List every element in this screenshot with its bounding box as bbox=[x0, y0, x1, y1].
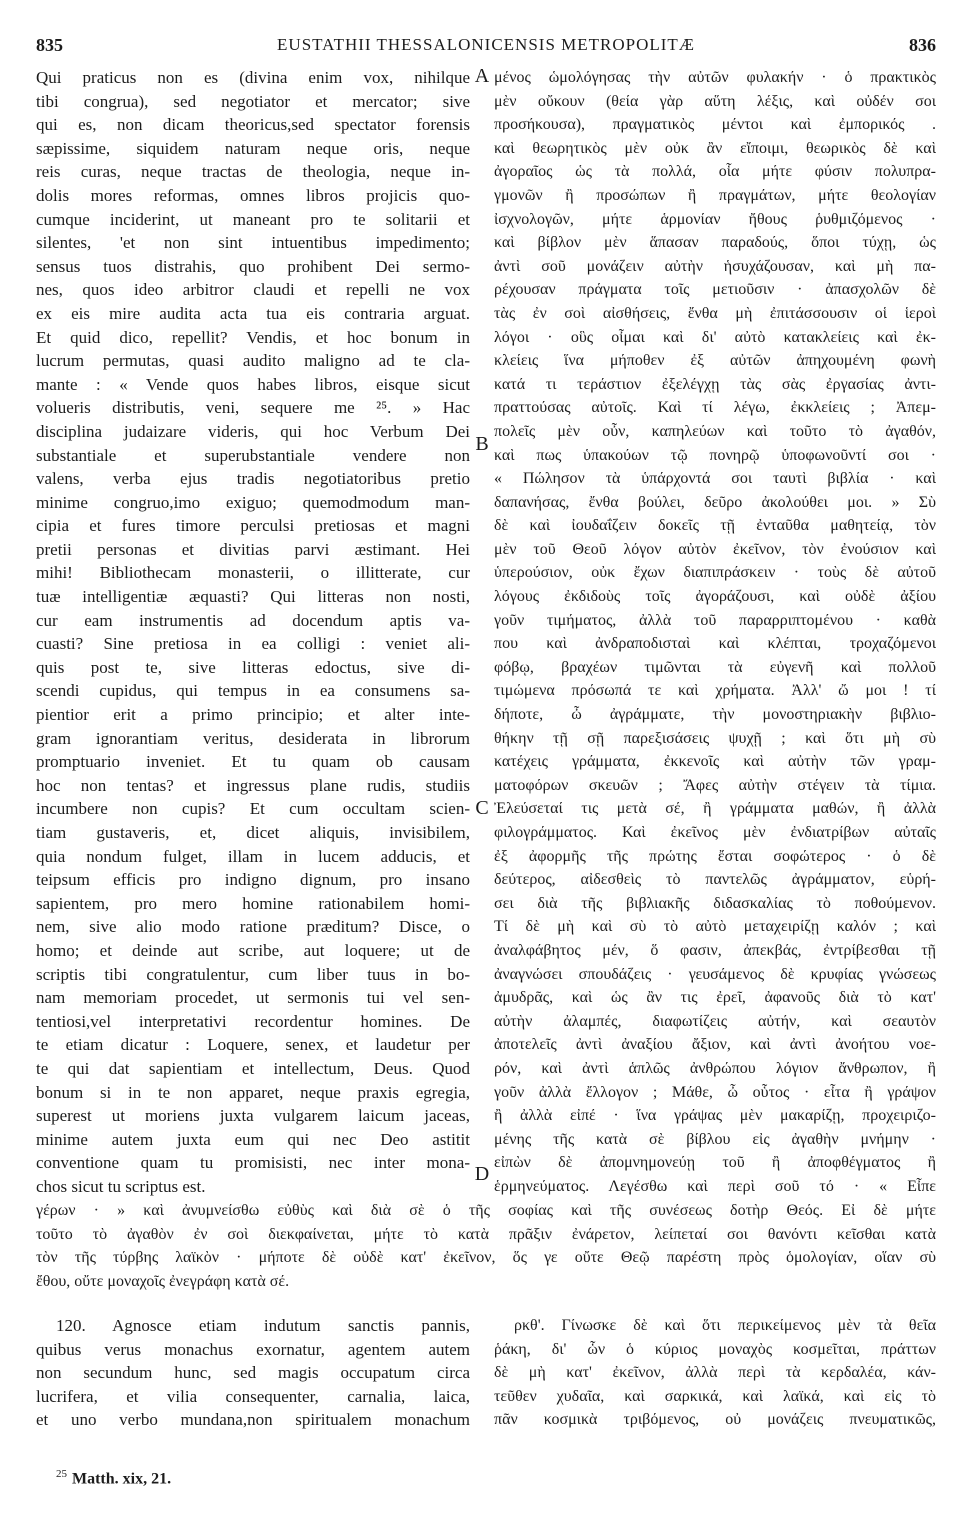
greek-text-line: γμονῶν ἢ προσώπων ἢ πραγμάτων, μήτε θεολογίαν bbox=[494, 186, 936, 204]
margin-marker-b: B bbox=[475, 433, 489, 455]
greek-text-line: καὶ βίβλον μὲν ἅπασαν παραδούς, ὅποι τύχῃ, ὡς bbox=[494, 234, 936, 252]
page-header bbox=[36, 32, 936, 58]
latin-text-line: scriptis tibi congratulentur, cum liber tuus in bo- bbox=[36, 964, 470, 984]
latin-text-line: minime autem juxta eum qui nec Deo astitit bbox=[36, 1129, 470, 1149]
latin-text-line: cur eam instrumentis ad docendum aptis va- bbox=[36, 610, 470, 630]
greek-text-line: ἑρμηνεύματος. Λεγέσθω καὶ περὶ σοῦ τό · « Εἶπε bbox=[494, 1177, 936, 1195]
greek-text-line: ἀποτελεῖς ἀντὶ ἀναξίου ἄξιον, καὶ ἀντὶ ἀνοήτου νοε- bbox=[494, 1036, 936, 1054]
greek-text-line: γοῦν ἀλλὰ ἔλλογον ; Μάθε, ὦ οὗτος · εἶτα ἢ γράψον bbox=[494, 1083, 936, 1101]
latin-text-line: gram ignorantiam veritus, desiderata in librorum bbox=[36, 728, 470, 748]
latin-text-line: homo; et deinde aut scribe, aut loquere; ut de bbox=[36, 940, 470, 960]
latin-text-line: teipsum efficis pro indigno dignum, pro insano bbox=[36, 870, 470, 890]
latin-text-line: tentiosi,vel interpretativi recordentur homines. De bbox=[36, 1011, 470, 1031]
greek-text-line: που καὶ ἀνδραποδισταὶ καὶ κλέπται, τροχαζόμενοι bbox=[494, 635, 936, 653]
page-number-right: 836 bbox=[909, 35, 936, 55]
latin-text-line: bonum si in te non apparet, neque praxis egregia, bbox=[36, 1082, 470, 1102]
greek-text-line: τὰς ἐν σοὶ αἰσθήσεις, ἔνθα μὴ ἐπιτάσσουσιν οἱ ἱεροὶ bbox=[494, 304, 936, 322]
latin-column bbox=[36, 66, 470, 1199]
latin-text-line: sensus tuos distrahis, quo prohibent Dei sermo- bbox=[36, 256, 470, 276]
page-number-left: 835 bbox=[36, 35, 63, 55]
greek-text-line: ἀναγνώσει σπουδάζεις · γευσάμενος δὲ κρυφίας γνώσεως bbox=[494, 965, 936, 983]
greek-continuation bbox=[36, 1199, 936, 1293]
greek-text-line: κλείεις ἵνα μήποθεν ἐξ αὐτῶν ἀπηχουμένη φωνὴ bbox=[494, 352, 936, 370]
section-120-greek-line: τεῦθεν χυδαῖα, καὶ σαρκικά, καὶ λαϊκά, καὶ εἰς τὸ bbox=[494, 1387, 936, 1405]
greek-text-line: ρόν, καὶ ἀντὶ ἁπλῶς ἀνθρώπου λόγιον ἄνθρωπον, ἢ bbox=[494, 1059, 936, 1077]
footnote-mark: 25 bbox=[56, 1468, 67, 1480]
latin-text-line: tuæ intelligentiæ æquasti? Qui litteras non nosti, bbox=[36, 587, 470, 607]
greek-text-line: τιμώμενα πρόσωπά τε καὶ χρήματα. Ἀλλ' ὤ μοι ! τί bbox=[494, 682, 936, 700]
section-120-latin-line: 120. Agnosce etiam indutum sanctis pannis, bbox=[56, 1316, 470, 1335]
greek-text-line: μὲν οὔκουν (θεία γὰρ αὕτη λέξις, καὶ οὐδέν σοι bbox=[494, 92, 936, 110]
greek-text-line: « Πώλησον τὰ ὑπάρχοντά σοι ταυτὶ βιβλία · καὶ bbox=[494, 470, 936, 488]
greek-text-line: γοῦν τιμήματος, ἀλλὰ τοῦ παραρριπτομένου · καθὰ bbox=[494, 611, 936, 629]
latin-text-line: reis curas, neque tractas de theologia, neque in- bbox=[36, 162, 470, 182]
margin-marker-c: C bbox=[475, 797, 489, 819]
greek-text-line: ἰσχνολογῶν, μήτε ἁρμονίαν ἤθους ῥυθμιζόμενος · bbox=[494, 210, 936, 228]
latin-text-line: incumbere non cupis? Et cum occultam scien- bbox=[36, 799, 470, 819]
latin-text-line: nem, sive alio modo ratione præditum? Disce, o bbox=[36, 917, 470, 937]
greek-text-line: ἀντὶ σοῦ μονάζειν αὐτὴν ἡσυχάζουσαν, καὶ μὴ πα- bbox=[494, 257, 936, 275]
section-120-greek bbox=[494, 1314, 936, 1432]
section-120-latin-line: et uno verbo mundana,non spiritualem monachum bbox=[36, 1410, 470, 1430]
greek-text-line: ἀμυδρᾶς, καὶ ὡς ἂν τις ἐρεῖ, ἀφανοῦς διὰ τὸ κατ' bbox=[494, 989, 936, 1007]
greek-text-line: προσήκουσα), πραγματικὸς μέντοι καὶ ἐμπορικός . bbox=[494, 116, 936, 134]
latin-text-line: Qui praticus non es (divina enim vox, nihilque bbox=[36, 68, 470, 87]
latin-text-line: sapientem, pro mero homine rationabilem homi- bbox=[36, 893, 470, 913]
greek-text-line: σει διὰ τῆς βιβλιακῆς διδασκαλίας τὸ ποθούμενον. bbox=[494, 894, 936, 912]
greek-text-line: ἢ ἀλλὰ εἰπέ · ἵνα γράψας μὲν μακαρίζῃ, προχειριζο- bbox=[494, 1107, 936, 1125]
section-120-greek-line: πᾶν κοσμικὰ τριβόμενος, οὐ μονάζεις πνευματικῶς, bbox=[494, 1411, 936, 1429]
section-120-latin-line: quibus verus monachus exornatur, agentem autem bbox=[36, 1339, 470, 1359]
margin-marker-a: A bbox=[474, 65, 490, 87]
section-120-latin-line: non secundum hunc, sed magis occupatum circa bbox=[36, 1363, 470, 1383]
greek-text-line: Ἐλεύσεταί τις μετὰ σέ, ἢ γράμματα μαθών, ἢ ἀλλὰ bbox=[494, 800, 936, 818]
greek-text-line: πραττούσας αὐτοῖς. Καὶ τί λέγω, ἐκκλείεις ; Ἀπεμ- bbox=[494, 399, 936, 417]
greek-text-line: μένης τῆς κατὰ σὲ βίβλου εἰς ἀγαθὴν μνήμην · bbox=[494, 1130, 936, 1148]
section-120-greek-line: ῥάκη, δι' ὧν ὁ κύριος μοναχὸς κοσμεῖται, πράττων bbox=[494, 1340, 936, 1358]
greek-text-line: ἀγοραῖος ὡς τὰ πολλά, οἷα μήτε φύσιν πολυπρα- bbox=[494, 163, 936, 181]
greek-text-line: πολεῖς μὲν οὖν, καπηλεύων καὶ τοῦτο τὸ ἀγαθόν, bbox=[494, 422, 936, 440]
latin-text-line: valens, verba ejus tradis negotiatoribus pretio bbox=[36, 469, 470, 489]
latin-text-line: volueris distributis, veni, sequere me ²⁵. » Hac bbox=[36, 398, 470, 418]
greek-text-line: μένος ὡμολόγησας τὴν αὐτῶν φυλακήν · ὁ πρακτικὸς bbox=[494, 69, 936, 86]
latin-text-line: scendi cupidus, qui tempus in ea consumens sa- bbox=[36, 681, 470, 701]
latin-text-line: tibi congrua), sed negotiator et mercator; sive bbox=[36, 91, 470, 111]
latin-text-line: chos sicut tu scriptus est. bbox=[36, 1176, 206, 1196]
greek-column bbox=[494, 66, 936, 1199]
greek-text-line: μὲν τοῦ Θεοῦ λόγον αὐτὸν ἐκεῖνον, τὸν ἐνούσιον καὶ bbox=[494, 540, 936, 558]
latin-text-line: te etiam dicatur : Loquere, senex, et laudetur per bbox=[36, 1035, 470, 1055]
latin-text-line: cuasti? Sine pretiosa in ea colligi : veniet ali- bbox=[36, 634, 470, 654]
greek-text-line: θήκην τῇ σῇ παρεξισάσεις ψυχῇ ; καὶ ὅτι μὴ σὺ bbox=[494, 729, 936, 747]
latin-text-line: te qui dat sapientiam et intellectum, Deus. Quod bbox=[36, 1058, 470, 1078]
greek-text-line: φόβῳ, βραχέων τιμῶνται τὰ εὐγενῆ καὶ πολλοῦ bbox=[494, 658, 936, 676]
greek-continuation-line: ἔθου, οὔτε μοναχοῖς ἐνεγράφη κατὰ σέ. bbox=[36, 1272, 290, 1290]
latin-text-line: lucrum permutas, quasi audito maligno ad te cla- bbox=[36, 351, 470, 371]
latin-text-line: nes, quos ideo arbitror claudi et repelli ne vox bbox=[36, 280, 470, 300]
greek-text-line: φιλογράμματος. Καὶ ἐκεῖνος μὲν ἐνδιατρίβων αὐταῖς bbox=[494, 824, 936, 841]
latin-text-line: cumque inciderint, ut maneant pro te solitarii et bbox=[36, 209, 470, 229]
latin-text-line: quia nondum fulget, illam in lucem adducis, et bbox=[36, 846, 470, 866]
section-120-latin-line: lucrifera, et vilia consequenter, carnalia, laica, bbox=[36, 1386, 470, 1406]
greek-text-line: δὲ καὶ ἰουδαΐζειν δοκεῖς τῇ ἐνταῦθα μαθητείᾳ, τὸν bbox=[494, 517, 936, 535]
greek-continuation-line: τὸν τῆς τύρβης λαϊκὸν · μήποτε δὲ οὐδὲ κατ' ἐκεῖνον, ὅς γε οὔτε Θεῷ παρέστη πρὸς ὁμολογίαν, οἵαν σὺ bbox=[36, 1249, 936, 1267]
greek-text-line: ρέχουσαν πράγματα τοῖς μετιοῦσιν · ἀπασχολῶν δὲ bbox=[494, 281, 936, 299]
greek-text-line: Τί δὲ μὴ καὶ σὺ τὸ αὐτὸ μεταχειρίζῃ καλόν ; καὶ bbox=[494, 918, 936, 936]
greek-text-line: δήποτε, ὦ ἀγράμματε, τὴν μονοστηριακὴν βιβλιο- bbox=[494, 706, 936, 724]
latin-text-line: conventione quam tu promisisti, nec inter mona- bbox=[36, 1153, 470, 1173]
latin-text-line: tiam gustaveris, et, dicet aliquis, invisibilem, bbox=[36, 823, 470, 842]
greek-text-line: ἐξ ἀφορμῆς τῆς πρώτης ἔσται σοφώτερος · ὁ δὲ bbox=[494, 847, 936, 865]
latin-text-line: disciplina judaizare videris, qui hoc Verbum Dei bbox=[36, 421, 470, 441]
section-120-latin bbox=[36, 1314, 470, 1432]
latin-text-line: promptuario inveniet. Et tu quam ob causam bbox=[36, 752, 470, 772]
latin-text-line: Et quid dico, repellit? Vendis, et hoc bonum in bbox=[36, 327, 470, 347]
section-120-greek-line: δὲ μὴ κατ' ἐκεῖνον, ἀλλὰ περὶ τὰ κερδαλέα, κάν- bbox=[494, 1364, 936, 1382]
greek-text-line: ματοφόρων σκευῶν ; Ἄφες αὐτὴν στέγειν τὰ τίμια. bbox=[494, 776, 936, 794]
latin-text-line: minime congruo,imo exiguo; quemodmodum man- bbox=[36, 492, 470, 512]
greek-text-line: ἀναλφάβητος μέν, ὅ φασιν, ἀπεκβάς, ἐντρίβεσθαι τῇ bbox=[494, 941, 936, 959]
greek-text-line: κατέχεις γράμματα, ἐκκενοῖς καὶ αὐτὴν τῶν γραμ- bbox=[494, 753, 936, 771]
greek-text-line: καὶ πως ὑπακούων τῷ πονηρῷ ὑποφωνοῦντί σοι · bbox=[494, 446, 936, 464]
latin-text-line: substantiale et superubstantiale vendere non bbox=[36, 445, 470, 465]
greek-text-line: αὐτὴν ἀλαμπές, διαφωτίζεις αὐτήν, καὶ σεαυτὸν bbox=[494, 1012, 936, 1030]
greek-text-line: ὑπερούσιον, οὐκ ἔχων διαπιπράσκειν · τοὺς δὲ αὐτοῦ bbox=[494, 564, 936, 582]
latin-text-line: silentes, 'et non sint intuentibus impedimento; bbox=[36, 233, 470, 253]
greek-continuation-line: γέρων · » καὶ ἀνυμνείσθω εὐθὺς καὶ διὰ σὲ ὁ τῆς σοφίας καὶ τῆς συνέσεως δοτὴρ Θεός. Εἰ δὲ μήτε bbox=[36, 1202, 936, 1219]
latin-text-line: hoc non tentas? et ingressus plane rudis, studiis bbox=[36, 775, 470, 795]
latin-text-line: pretii personas et divitias parvi æstimant. Hei bbox=[36, 539, 470, 559]
latin-text-line: pientior erit a primo principio; et alter inte- bbox=[36, 705, 470, 725]
latin-text-line: qui es, non dicam theoricus,sed spectator forensis bbox=[36, 115, 470, 135]
greek-text-line: καὶ θεωρητικὸς μὲν οὐκ ἂν εἴποιμι, θεωρικὸς δὲ καὶ bbox=[494, 139, 936, 157]
latin-text-line: mante : « Vende quos habes libros, eisque sicut bbox=[36, 374, 470, 394]
greek-text-line: δεύτερος, αἰδεσθεὶς τὸ παντελῶς ἀγράμματον, εὑρή- bbox=[494, 871, 936, 889]
latin-text-line: mihi! Bibliothecam monasterii, o illitterate, cur bbox=[36, 563, 470, 583]
section-120-greek-line: ρκθ'. Γίνωσκε δὲ καὶ ὅτι περικείμενος μὲν τὰ θεῖα bbox=[514, 1317, 936, 1334]
greek-continuation-line: τοῦτο τὸ ἀγαθὸν ἐν σοὶ διεκφαίνεται, μήτε τὸ κατὰ πρᾶξιν ἐνάρετον, λείπεταί σοι θανόντι κεῖσθαι κατὰ bbox=[36, 1225, 936, 1243]
footnote-text: Matth. xix, 21. bbox=[72, 1470, 172, 1488]
running-title: EUSTATHII THESSALONICENSIS METROPOLITÆ bbox=[277, 35, 695, 54]
greek-text-line: δαπανήσας, ἔνθα βούλει, δεῦρο ἀκολούθει μοι. » Σὺ bbox=[494, 493, 936, 511]
latin-text-line: dolis mores reformas, omnes libros projicis quo- bbox=[36, 185, 470, 205]
greek-text-line: λόγοι · οὓς οἶμαι καὶ δι' αὐτὸ κατακλείεις καὶ ἐκ- bbox=[494, 328, 936, 346]
greek-text-line: εἰπὼν δὲ ἀπομνημονεύῃ τοῦ ἢ ἀποφθέγματος ἢ bbox=[494, 1154, 936, 1172]
latin-text-line: quis post te, sive litteras edoctus, sive di- bbox=[36, 657, 470, 677]
margin-marker-d: D bbox=[474, 1163, 490, 1185]
footnote bbox=[56, 1462, 171, 1491]
greek-text-line: λόγους ἐκδιδοὺς τοῖς ἀγοράζουσι, καὶ οὐδὲ ἀξίου bbox=[494, 588, 936, 606]
greek-text-line: κατά τι τεράστιον ἐξελέγχῃ τὰς σὰς ἐργασίας ἀντι- bbox=[494, 375, 936, 393]
latin-text-line: cipia et fures timore perculsi pretiosas et magni bbox=[36, 516, 470, 536]
latin-text-line: superest ut moriens juxta vulgarem laicum jaceas, bbox=[36, 1106, 470, 1126]
latin-text-line: sæpissime, siquidem naturam neque oris, neque bbox=[36, 138, 470, 158]
latin-text-line: nam memoriam procedet, ut sermonis tui vel sen- bbox=[36, 988, 470, 1008]
latin-text-line: ex eis mire audita acta tua eis contraria arguat. bbox=[36, 303, 470, 323]
